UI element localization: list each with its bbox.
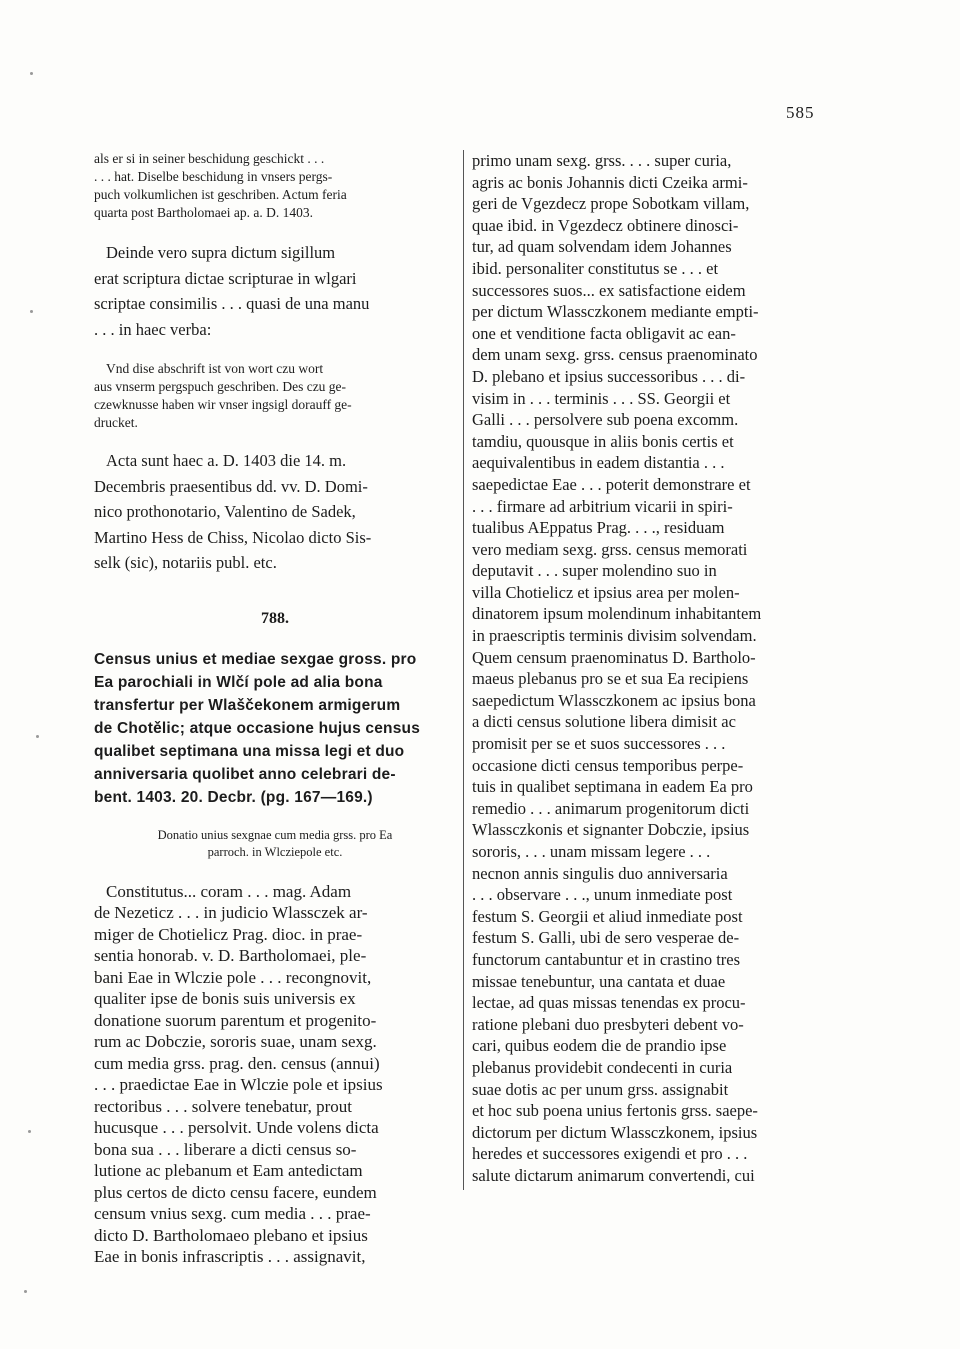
text-line: dem unam sexg. grss. census praenominato	[472, 345, 758, 365]
text-line: aequivalentibus in eadem distantia . . .	[472, 453, 725, 473]
text-line: . . . hat. Diselbe beschidung in vnsers pergs-	[94, 169, 333, 184]
document-body-left	[94, 881, 456, 1268]
text-line: dicto D. Bartholomaeo plebano et ipsius	[94, 1225, 368, 1245]
text-line: deputavit . . . super molendino suo in	[472, 561, 717, 581]
acta-paragraph	[94, 448, 456, 576]
left-column	[94, 150, 456, 1268]
text-line: Decembris praesentibus dd. vv. D. Domi-	[94, 476, 368, 496]
right-column	[472, 150, 816, 1187]
text-line: Quem censum praenominatus D. Bartholo-	[472, 647, 756, 667]
text-line: geri de Vgezdecz prope Sobotkam villam,	[472, 194, 750, 214]
text-line: Acta sunt haec a. D. 1403 die 14. m.	[106, 451, 347, 470]
text-line: sororis, . . . unam missam legere . . .	[472, 842, 711, 861]
scan-speck	[28, 1130, 31, 1133]
text-line: parroch. in Wlcziepole etc.	[207, 844, 343, 859]
text-line: functorum cantabuntur et in crastino tres	[472, 949, 741, 969]
text-line: als er si in seiner beschidung geschickt . . .	[94, 151, 325, 166]
text-line: rum ac Dobczie, sororis suae, unam sexg.	[94, 1032, 377, 1051]
text-line: visim in . . . terminis . . . SS. Georgii et	[472, 388, 731, 408]
text-line: tamdiu, quousque in aliis bonis certis et	[472, 431, 734, 451]
text-line: salute dictarum animarum convertendi, cui	[472, 1165, 755, 1185]
text-line: rectoribus . . . solvere tenebatur, prout	[94, 1096, 353, 1116]
text-line: quarta post Bartholomaei ap. a. D. 1403.	[94, 205, 313, 220]
text-line: ratione plebani duo presbyteri debent vo-	[472, 1014, 744, 1034]
text-line: tur, ad quam solvendam idem Johannes	[472, 237, 732, 257]
text-line: . . . in haec verba:	[94, 319, 212, 339]
text-line: cari, quibus eodem die de prandio ipse	[472, 1036, 727, 1056]
german-quote	[94, 360, 456, 432]
intro-paragraph	[94, 150, 456, 222]
text-line: tuis in qualibet septimana in eadem Ea pro	[472, 777, 753, 797]
text-line: Martino Hess de Chiss, Nicolao dicto Sis-	[94, 527, 372, 547]
text-line: scriptae consimilis . . . quasi de una manu	[94, 294, 370, 313]
text-line: a dicti census solutione libera dimisit ac	[472, 712, 736, 732]
heading-line: bent. 1403. 20. Decbr. (pg. 167—169.)	[94, 788, 373, 806]
document-body-right	[472, 150, 816, 1187]
heading-line: anniversaria quolibet anno celebrari de-	[94, 765, 396, 783]
text-line: de Nezeticz . . . in judicio Wlassczek ar-	[94, 903, 368, 922]
text-line: selk (sic), notariis publ. etc.	[94, 553, 277, 572]
text-line: suae dotis ac per unum grss. assignabit	[472, 1079, 729, 1099]
text-line: promisit per se et suos successores . . .	[472, 734, 726, 754]
heading-line: Census unius et mediae sexgae gross. pro	[94, 650, 417, 668]
text-line: vero mediam sexg. grss. census memorati	[472, 539, 748, 559]
heading-line: qualibet septimana una missa legi et duo	[94, 742, 405, 760]
text-line: miger de Chotielicz Prag. dioc. in prae-	[94, 924, 363, 944]
text-line: saepedictum Wlassczkonem ac ipsius bona	[472, 690, 756, 710]
column-divider	[463, 150, 464, 1190]
text-line: necnon annis singulis duo anniversaria	[472, 863, 728, 883]
text-line: tualibus AEppatus Prag. . . ., residuam	[472, 518, 725, 538]
text-line: lutione ac plebanum et Eam antedictam	[94, 1161, 363, 1180]
text-line: hucusque . . . persolvit. Unde volens dicta	[94, 1118, 379, 1137]
text-line: dictorum per dictum Wlassczkonem, ipsius	[472, 1122, 758, 1142]
text-line: saepedictae Eae . . . poterit demonstrare et	[472, 474, 751, 494]
text-line: Wlassczkonis et signanter Dobczie, ipsius	[472, 820, 750, 840]
text-line: agris ac bonis Johannis dicti Czeika armi-	[472, 172, 748, 192]
text-line: . . . observare . . ., unum inmediate post	[472, 885, 733, 905]
text-line: per dictum Wlassczkonem mediante empti-	[472, 302, 759, 322]
heading-line: Ea parochiali in Wlčí pole ad alia bona	[94, 673, 383, 691]
text-line: heredes et successores exigendi et pro . . .	[472, 1144, 748, 1164]
text-line: in praescriptis terminis divisim solvendam.	[472, 626, 757, 646]
page-number: 585	[786, 103, 815, 122]
section-heading	[94, 648, 456, 809]
text-line: quae ibid. in Vgezdecz obtinere dinosci-	[472, 215, 739, 235]
scan-speck	[36, 735, 39, 738]
text-line: plus certos de dicto censu facere, eundem	[94, 1182, 377, 1202]
text-line: primo unam sexg. grss. . . . super curia,	[472, 151, 732, 170]
text-line: nico prothonotario, Valentino de Sadek,	[94, 502, 356, 521]
text-line: bona sua . . . liberare a dicti census so-	[94, 1139, 357, 1159]
text-line: Eae in bonis infrascriptis . . . assignavit,	[94, 1247, 366, 1266]
text-line: festum S. Georgii et aliud inmediate post	[472, 906, 743, 926]
donatio-summary	[94, 827, 456, 861]
text-line: festum S. Galli, ubi de sero vesperae de-	[472, 928, 740, 948]
scan-speck	[30, 72, 33, 75]
text-line: maeus plebanus pro se et sua Ea recipiens	[472, 669, 749, 689]
text-line: erat scriptura dictae scripturae in wlgari	[94, 268, 357, 288]
text-line: one et venditione facta obligavit ac ean-	[472, 323, 736, 343]
text-line: ibid. personaliter constitutus se . . . et	[472, 258, 719, 278]
text-line: lectae, ad quas missas tenendas ex procu-	[472, 993, 746, 1013]
text-line: D. plebano et ipsius successoribus . . . di-	[472, 366, 746, 386]
text-line: bani Eae in Wlczie pole . . . recongnovit,	[94, 967, 372, 987]
text-line: dinatorem ipsum molendinum inhabitantem	[472, 604, 762, 624]
text-line: Deinde vero supra dictum sigillum	[106, 243, 336, 262]
text-line: . . . firmare ad arbitrium vicarii in spiri-	[472, 496, 733, 516]
text-line: Vnd dise abschrift ist von wort czu wort	[106, 361, 324, 376]
text-line: missae tenebuntur, una cantata et duae	[472, 971, 726, 991]
text-line: remedio . . . animarum progenitorum dicti	[472, 798, 750, 818]
text-line: donatione suorum parentum et progenito-	[94, 1010, 377, 1030]
text-line: Galli . . . persolvere sub poena excomm.	[472, 410, 739, 430]
text-line: sentia honorab. v. D. Bartholomaei, ple-	[94, 946, 367, 965]
text-line: cum media grss. prag. den. census (annui)	[94, 1053, 380, 1073]
text-line: occasione dicti census temporibus perpe-	[472, 755, 744, 775]
text-line: puch volkumlichen ist geschriben. Actum feria	[94, 187, 347, 202]
text-line: aus vnserm pergspuch geschriben. Des czu ge-	[94, 379, 347, 394]
text-line: drucket.	[94, 415, 138, 430]
section-number: 788.	[261, 609, 289, 627]
text-line: successores suos... ex satisfactione eidem	[472, 280, 746, 300]
text-line: plebanus providebit condecenti in curia	[472, 1057, 733, 1077]
heading-line: de Chotělic; atque occasione hujus census	[94, 719, 421, 737]
text-line: censum vnius sexg. cum media . . . prae-	[94, 1204, 371, 1223]
text-line: czewknusse haben wir vnser ingsigl dorauff ge-	[94, 397, 352, 412]
heading-line: transfertur per Wlaščekonem armigerum	[94, 696, 401, 714]
scan-speck	[30, 310, 33, 313]
text-line: . . . praedictae Eae in Wlczie pole et ipsius	[94, 1075, 383, 1094]
deinde-paragraph	[94, 240, 456, 342]
scan-speck	[24, 1290, 27, 1293]
text-line: qualiter ipse de bonis suis universis ex	[94, 989, 356, 1008]
text-line: Constitutus... coram . . . mag. Adam	[106, 881, 352, 901]
text-line: Donatio unius sexgnae cum media grss. pro Ea	[157, 827, 393, 842]
text-line: et hoc sub poena unius fertonis grss. saepe-	[472, 1101, 758, 1121]
text-line: villa Chotielicz et ipsius area per molen-	[472, 582, 740, 602]
